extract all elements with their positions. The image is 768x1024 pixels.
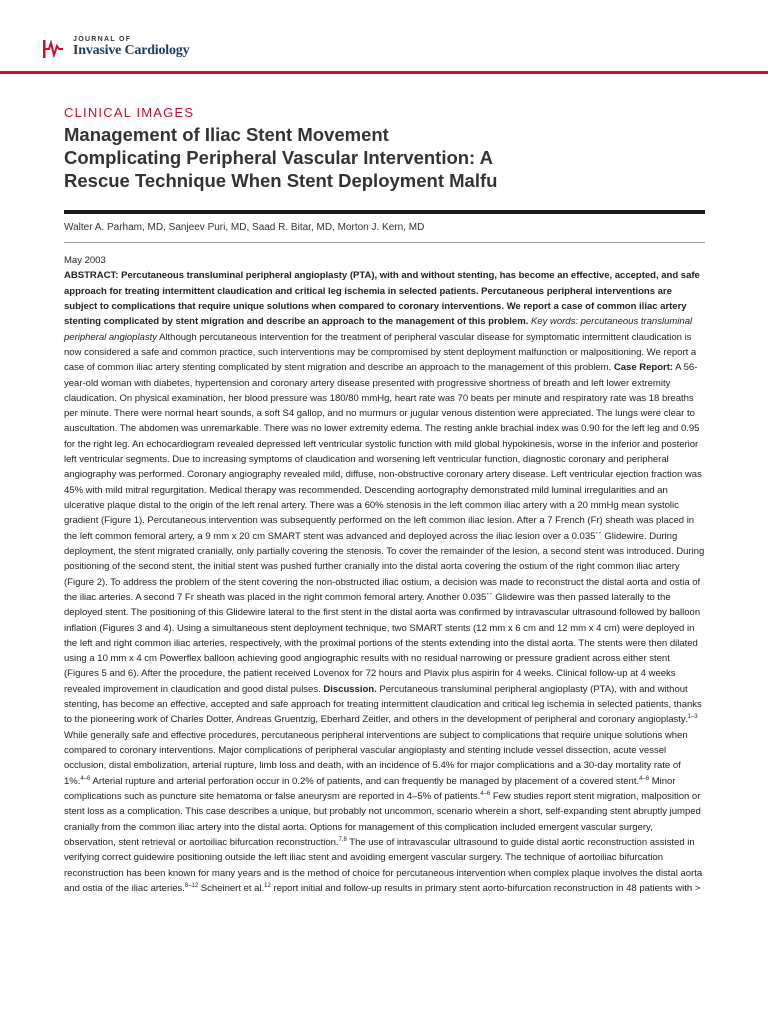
title-line: Complicating Peripheral Vascular Intervention: A [64, 147, 494, 168]
title-line: Rescue Technique When Stent Deployment Malfu [64, 170, 498, 191]
article-body [64, 253, 705, 896]
discussion-text: While generally safe and effective procedures, percutaneous peripheral interventions are subject to complications that require unique solutions when compared to coronary interventions. Major complications of peripheral vascular angioplasty and stenting include vessel dissection, acute vessel occlusion, distal embolization, arterial rupture, limb loss and death, with an incidence of 5.4% for major complications and a 30-day mortality rate of 1%. [64, 729, 688, 787]
section-label: CLINICAL IMAGES [64, 105, 195, 120]
discussion-text: Arterial rupture and arterial perforation occur in 0.2% of patients, and can frequently be managed by placement of a covered stent. [90, 775, 640, 787]
discussion-text: The use of intravascular ultrasound to guide distal aortic reconstruction assisted in verifying correct guidewire positioning outside the left iliac stent and avoiding emergent vascular surgery. The technique of aortoiliac bifurcation reconstruction has been known for many years and is the method of choice for percutaneous intervention when complex plaque involves the distal aorta and ostia of the iliac arteries. [64, 836, 703, 894]
title-line: Management of Iliac Stent Movement [64, 124, 389, 145]
discussion-text: report initial and follow-up results in primary stent aorto-bifurcation reconstruction in 48 patients with > [270, 882, 701, 894]
reference-marker[interactable]: 12 [264, 882, 271, 889]
title-divider [64, 210, 705, 214]
discussion-text: Minor complications such as puncture site hematoma or false aneurysm are reported in 4–5% of patients. [64, 775, 676, 802]
reference-marker[interactable]: 4–6 [639, 775, 650, 782]
article-title [64, 123, 704, 192]
discussion-text: Few studies report stent migration, malposition or stent loss as a complication. This case describes a unique, but probably not uncommon, scenario wherein a short, self-expanding stent abruptly jumped cranially from the common iliac artery into the distal aorta. Options for management of this complication included emergent vascular surgery, observation, stent retrieval or aortoiliac bifurcation reconstruction. [64, 790, 701, 848]
abstract-text: Percutaneous transluminal peripheral angioplasty (PTA), with and without stenting, has become an effective, accepted, and safe approach for treating intermittent claudication and critical leg ischemia in selected patients. Percutaneous peripheral interventions are subject to complications that require unique solutions when compared to coronary interventions. We report a case of common iliac artery stenting complicated by stent migration and describe an approach to the management of this problem. [64, 270, 700, 328]
case-report-text: A 56-year-old woman with diabetes, hypertension and coronary artery disease presented with progressive shortness of breath and left lower extremity claudication. On physical examination, her blood pressure was 180/80 mmHg, heart rate was 70 beats per minute and respiratory rate was 18 breaths per minute. There were normal heart sounds, a soft S4 gallop, and no murmurs or jugular venous distention were appreciated. The lungs were clear to auscultation. The abdomen was unremarkable. There was no lower extremity edema. The resting ankle brachial index was 0.90 for the left leg and 0.95 for the right leg. An echocardiogram revealed depressed left ventricular systolic function with mild global hypokinesis, worse in the inferior and posterior left ventricular segments. Due to increasing symptoms of claudication and worsening left ventricular function, diagnostic coronary and peripheral angiography was performed. Coronary angiography revealed mild, diffuse, non-obstructive coronary artery disease. Left ventricular ejection fraction was 45% with mild mitral regurgitation. Medical therapy was recommended. Descending aortography demonstrated mild luminal irregularities and an ulcerative plaque distal to the origin of the left renal artery. There was a 60% stenosis in the left common iliac artery with a 20 mmHg mean systolic gradient (Figure 1). Percutaneous intervention was subsequently performed on the left common iliac lesion. After a 7 French (Fr) sheath was placed in the left common femoral artery, a 9 mm x 20 cm SMART stent was advanced and deployed across the iliac lesion over a 0.035´´ Glidewire. During deployment, the stent migrated cranially, only partially covering the stenosis. To cover the remainder of the lesion, a second stent was introduced. During positioning of the second stent, the initial stent was pushed further cranially into the distal aorta covering the ostium of the right common iliac artery (Figure 2). To address the problem of the stent covering the non-obstructed iliac ostium, a decision was made to reconstruct the distal aorta and ostia of the iliac arteries. A second 7 Fr sheath was placed in the right common femoral artery. Another 0.035´´ Glidewire was then passed laterally to the deployed stent. The positioning of this Glidewire lateral to the first stent in the distal aorta was confirmed by intravascular ultrasound followed by balloon inflation (Figures 3 and 4). Using a simultaneous stent deployment technique, two SMART stents (12 mm x 6 cm and 12 mm x 4 cm) were deployed in the left and right common iliac arteries, respectively, with the proximal portions of the stents extending into the distal aorta. The stents were then dilated using a 10 mm x 4 cm Powerflex balloon achieving good angiographic results with no residual narrowing or pressure gradient across either stent (Figures 5 and 6). After the procedure, the patient received Lovenox for 72 hours and Plavix plus aspirin for 4 weeks. Clinical follow-up at 4 weeks revealed improvement in claudication and good distal pulses. [64, 362, 705, 695]
reference-marker[interactable]: 7,8 [338, 836, 347, 843]
journal-prefix: JOURNAL OF [73, 36, 132, 43]
header-divider [0, 71, 768, 74]
keywords: Key words: percutaneous transluminal peripheral angioplasty [64, 316, 693, 343]
reference-marker[interactable]: 4–6 [80, 775, 91, 782]
intro-text: Although percutaneous intervention for the treatment of peripheral vascular disease for symptomatic intermittent claudication is now considered a safe and common practice, such interventions may be compromised by stent deployment malfunction or malpositioning. We report a case of common iliac artery stenting complicated by stent migration and describe an approach to the management of this problem. [64, 331, 697, 374]
author-list: Walter A. Parham, MD, Sanjeev Puri, MD, Saad R. Bitar, MD, Morton J. Kern, MD [64, 222, 425, 233]
discussion-text: Percutaneous transluminal peripheral angioplasty (PTA), with and without stenting, has become an effective, accepted and safe approach for treating intermittent claudication and critical leg ischemia in selected patients, thanks to the pioneering work of Charles Dotter, Andreas Gruentzig, Eberhard Zeitler, and others in the development of peripheral and coronary angioplasty. [64, 683, 702, 726]
authors-divider [64, 242, 705, 243]
article-text [64, 268, 705, 896]
journal-name[interactable]: Invasive Cardiology [73, 43, 190, 58]
case-report-label: Case Report: [613, 362, 674, 374]
reference-marker[interactable]: 4–6 [480, 790, 491, 797]
reference-marker[interactable]: 1–3 [687, 714, 698, 721]
journal-header [0, 0, 768, 72]
heartbeat-logo-icon [42, 36, 64, 60]
discussion-label: Discussion. [323, 683, 377, 695]
abstract-label: ABSTRACT: [64, 270, 119, 282]
discussion-text: Scheinert et al. [198, 882, 265, 894]
reference-marker[interactable]: 8–12 [184, 882, 199, 889]
publication-date: May 2003 [64, 255, 106, 266]
